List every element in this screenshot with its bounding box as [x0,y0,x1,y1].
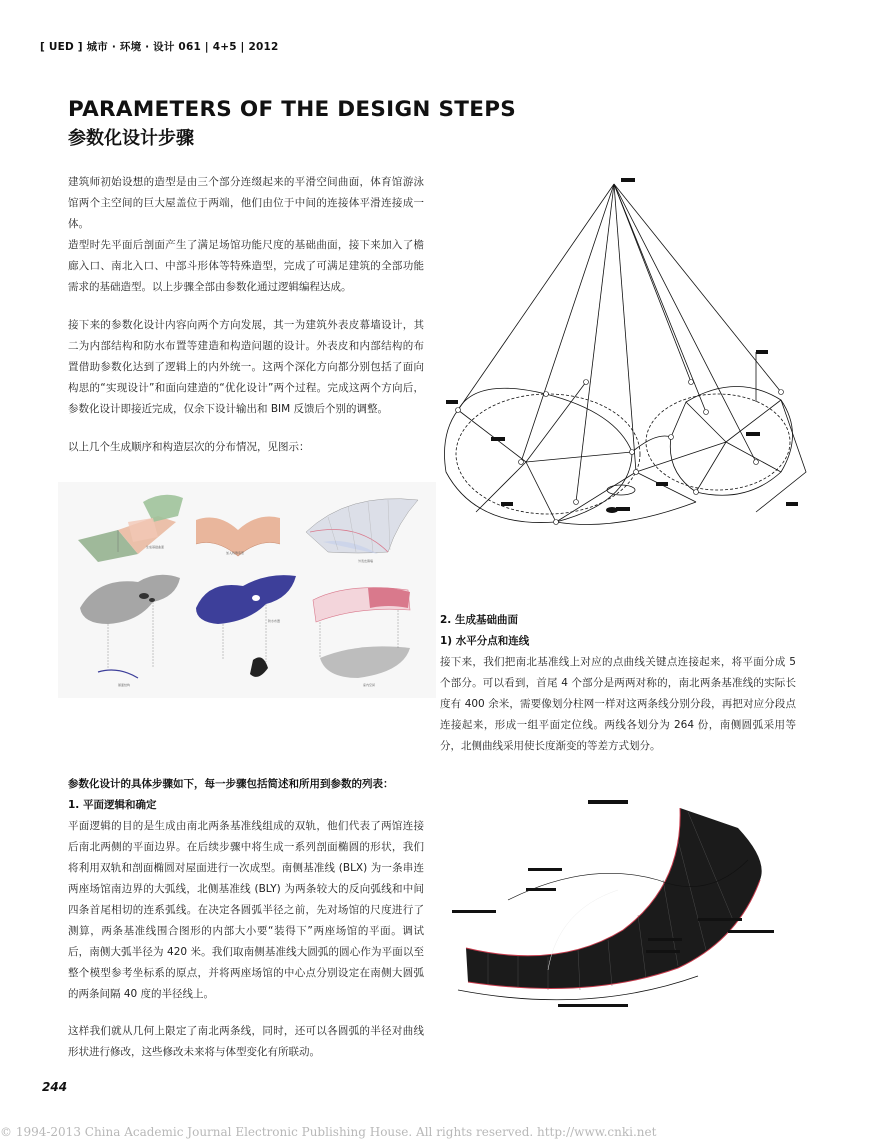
steps-body: 平面逻辑的目的是生成由南北两条基准线组成的双轨，他们代表了两馆连接后南北两侧的平面边界。在后续步骤中将生成一系列剖面椭圆的形状，我们将利用双轨和剖面椭圆对屋面进行一次成型。南侧基准线 (BLX) 为一条串连两座场馆南边界的大弧线，北侧基准线 (BLY) 为两条较大的反向弧线和中间四条首尾相切的连系弧线。在决定各圆弧半径之前，先对场馆的尺度进行了测算，两条基准线围合图形的内部大小要“装得下”两座场馆的平面。调试后，南侧大弧半径为 420 米。我们取南侧基准线大圆弧的圆心作为平面以至整个模型参考坐标系的原点，并将两座场馆的中心点分别设定在南侧大圆弧的两条间隔 40 度的半径线上。 [68,820,424,1000]
generation-sequence-figure [58,482,436,698]
svg-text:屋面结构: 屋面结构 [118,683,131,687]
section2-heading: 2. 生成基础曲面 [440,614,518,626]
intro-paragraph-1: 建筑师初始设想的造型是由三个部分连缀起来的平滑空间曲面，体育馆游泳馆两个主空间的巨大屋盖位于两端，他们由位于中间的连接体平滑连接成一体。 [68,176,424,230]
page-number: 244 [42,1080,68,1094]
geometry-setout-figure [436,172,816,544]
svg-text:生成基础曲面: 生成基础曲面 [146,545,165,549]
page-title-cn: 参数化设计步骤 [68,128,194,149]
steps-closing: 这样我们就从几何上限定了南北两条线，同时，还可以各圆弧的半径对曲线形状进行修改，这些修改未来将与体型变化有所联动。 [68,1025,424,1058]
svg-text:防水布置: 防水布置 [268,619,281,623]
steps-intro: 参数化设计的具体步骤如下，每一步骤包括简述和所用到参数的列表： [68,778,394,790]
steps-heading: 1. 平面逻辑和确定 [68,799,157,811]
svg-text:加入特殊造型: 加入特殊造型 [226,551,245,555]
section2-subheading: 1) 水平分点和连线 [440,635,530,647]
journal-header: [ UED ] 城市 · 环境 · 设计 061 | 4+5 | 2012 [40,41,279,53]
page-title-en: PARAMETERS OF THE DESIGN STEPS [68,97,517,122]
intro-paragraph-2: 造型时先平面后剖面产生了满足场馆功能尺度的基础曲面，接下来加入了檐廊入口、南北入口、中部斗形体等特殊造型，完成了可满足建筑的全部功能需求的基础造型。以上步骤全部由参数化通过逻辑编程达成。 [68,239,424,293]
section2-body: 接下来，我们把南北基准线上对应的点曲线关键点连接起来，将平面分成 5 个部分。可以看到，首尾 4 个部分是两两对称的，南北两条基准线的实际长度有 400 余米，需要像划分柱网一样对这两条线分别分段，再把对应分段点连接起来，形成一组平面定位线。两线各划分为 264 份，南侧圆弧采用等分，北侧曲线采用使长度渐变的等差方式划分。 [440,656,796,752]
svg-text:外表皮幕墙: 外表皮幕墙 [358,559,374,563]
intro-paragraph-4: 以上几个生成顺序和构造层次的分布情况，见图示： [68,441,310,453]
copyright-footer: © 1994-2013 China Academic Journal Electronic Publishing House. All rights reserved. http://www.cnki.net [0,1125,657,1139]
roof-surface-figure [448,800,788,1026]
svg-text:室内空间: 室内空间 [363,683,376,687]
intro-paragraph-3: 接下来的参数化设计内容向两个方向发展，其一为建筑外表皮幕墙设计，其二为内部结构和防水布置等建造和构造问题的设计。外表皮和内部结构的布置借助参数化达到了逻辑上的内外统一。这两个深化方向都分别包括了面向构思的“实现设计”和面向建造的“优化设计”两个过程。完成这两个方向后，参数化设计即接近完成，仅余下设计输出和 BIM 反馈后个别的调整。 [68,319,424,415]
